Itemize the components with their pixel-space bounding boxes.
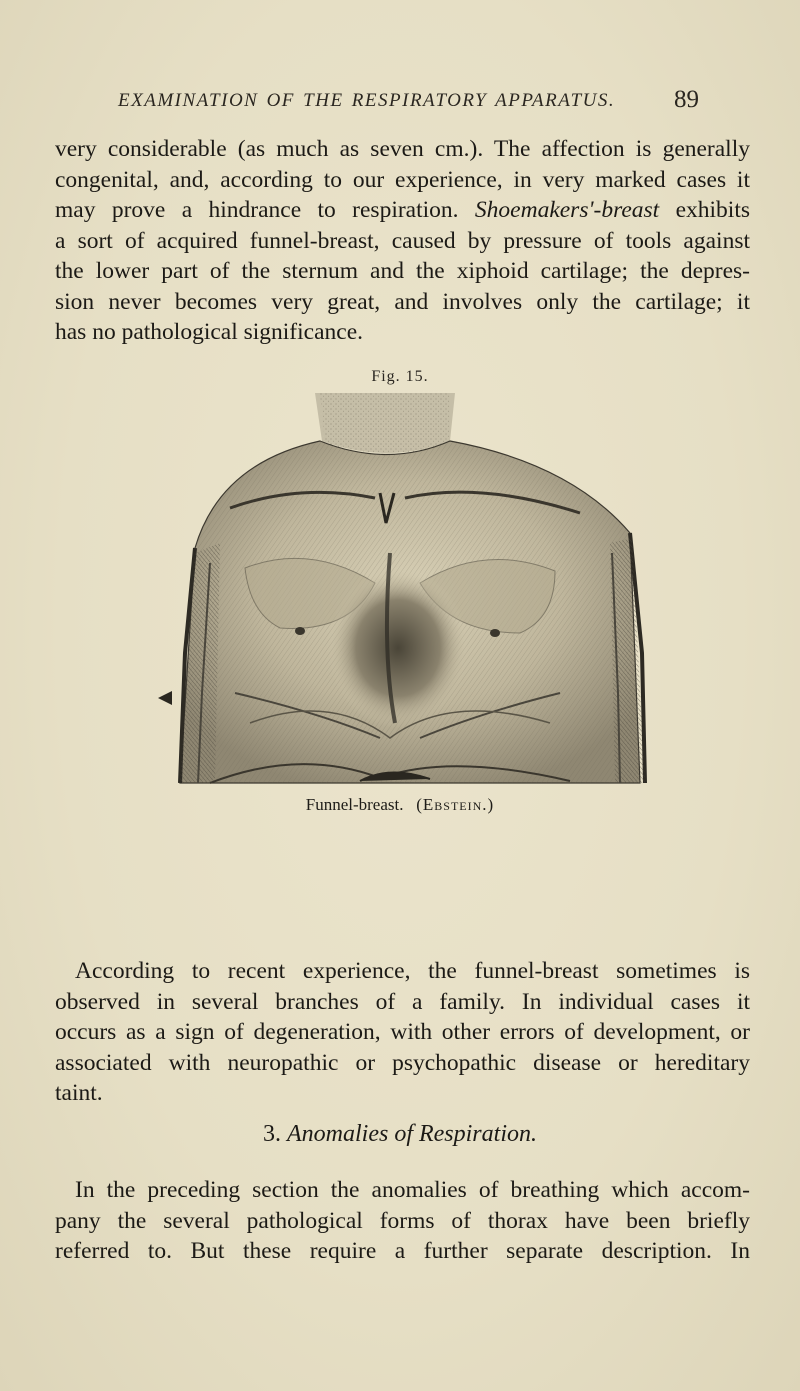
- text-line: congenital, and, according to our experience, in very marked cases it: [55, 166, 750, 193]
- running-title: EXAMINATION OF THE RESPIRATORY APPARATUS.: [118, 90, 616, 111]
- text-line: In the preceding section the anomalies of breathing which accom-: [75, 1177, 750, 1203]
- text-line: taint.: [55, 1080, 103, 1106]
- text-line: observed in several branches of a family. In individual cases it: [55, 988, 750, 1015]
- text-line: the lower part of the sternum and the xiphoid cartilage; the depres-: [55, 258, 750, 284]
- paragraph-heredity: [55, 956, 750, 1109]
- paragraph-anomalies: [55, 1175, 750, 1267]
- caption-title: Funnel-breast.: [305, 795, 404, 814]
- text-fragment: may prove a hindrance to respiration.: [55, 197, 459, 223]
- section-title: Anomalies of Respiration.: [287, 1121, 537, 1147]
- text-line: sion never becomes very great, and involves only the cartilage; it: [55, 288, 750, 315]
- italic-term: Shoemakers'-breast: [474, 197, 660, 223]
- paragraph-shoemakers-breast: [55, 134, 750, 348]
- section-heading: [0, 1121, 800, 1148]
- figure-caption: [0, 795, 800, 815]
- text-line: According to recent experience, the funnel-breast sometimes is: [75, 958, 750, 984]
- text-line: referred to. But these require a further separate description. In: [55, 1238, 750, 1264]
- text-line: has no pathological significance.: [55, 319, 364, 345]
- text-fragment: exhibits: [675, 197, 751, 223]
- caption-author: (Ebstein.): [416, 795, 495, 814]
- text-line: very considerable (as much as seven cm.). The affection is generally: [55, 136, 750, 162]
- text-line-with-term: [55, 195, 750, 226]
- page-number: 89: [674, 86, 699, 113]
- text-line: a sort of acquired funnel-breast, caused by pressure of tools against: [55, 227, 750, 254]
- funnel-breast-illustration: [150, 393, 650, 788]
- figure-label: Fig. 15.: [371, 368, 429, 385]
- text-line: associated with neuropathic or psychopathic disease or hereditary: [55, 1049, 750, 1076]
- text-line: occurs as a sign of degeneration, with other errors of development, or: [55, 1019, 750, 1045]
- text-line: pany the several pathological forms of thorax have been briefly: [55, 1207, 750, 1234]
- section-number: 3.: [263, 1121, 281, 1147]
